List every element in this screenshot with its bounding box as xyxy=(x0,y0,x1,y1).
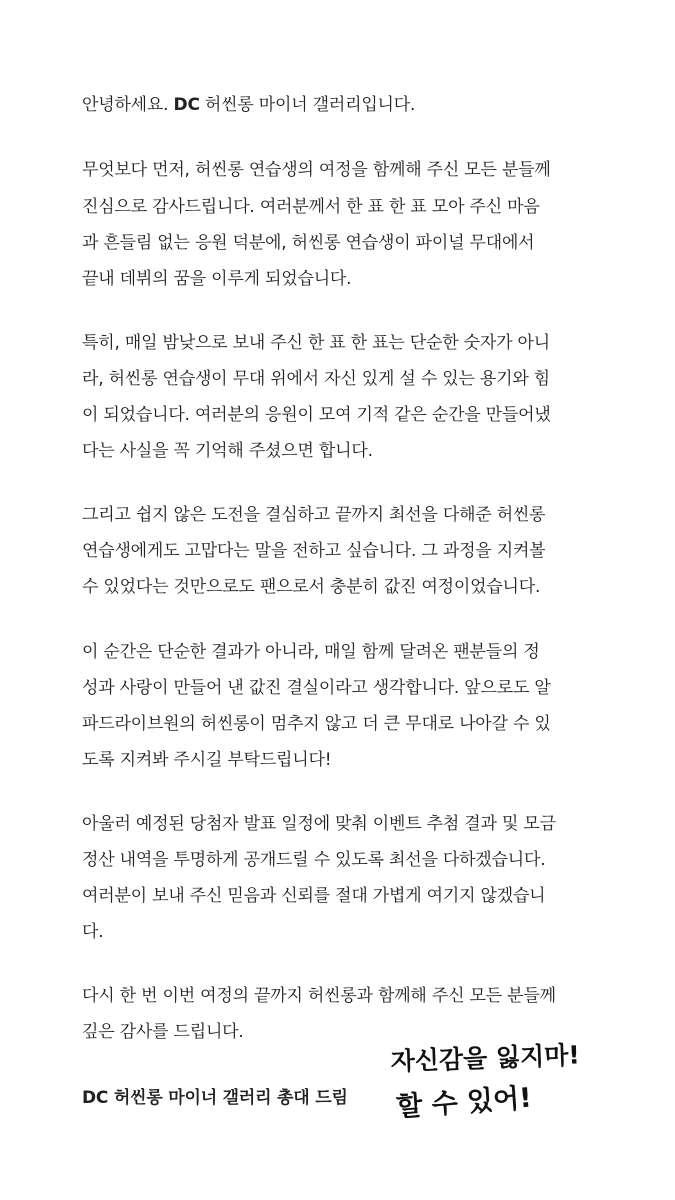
handwritten-line-1: 자신감을 잃지마! xyxy=(390,1040,581,1076)
handwritten-note xyxy=(385,1038,635,1130)
handwritten-line-2: 할 수 있어! xyxy=(395,1082,533,1123)
text-line: 아울러 예정된 당첨자 발표 일정에 맞춰 이벤트 추첨 결과 및 모금 xyxy=(82,814,556,834)
text-line: 이 되었습니다. 여러분의 응원이 모여 기적 같은 순간을 만들어냈 xyxy=(82,405,551,425)
text-line: 끝내 데뷔의 꿈을 이루게 되었습니다. xyxy=(82,269,352,289)
greeting-text: 안녕하세요. xyxy=(82,95,174,115)
text-line: 그리고 쉽지 않은 도전을 결심하고 끝까지 최선을 다해준 허씬롱 xyxy=(82,505,546,525)
text-line: 성과 사랑이 만들어 낸 값진 결실이라고 생각합니다. 앞으로도 알 xyxy=(82,678,551,698)
greeting-line xyxy=(82,95,415,115)
text-line: 다는 사실을 꼭 기억해 주셨으면 합니다. xyxy=(82,441,373,461)
text-line: 과 흔들림 없는 응원 덕분에, 허씬롱 연습생이 파이널 무대에서 xyxy=(82,233,535,253)
text-line: 정산 내역을 투명하게 공개드릴 수 있도록 최선을 다하겠습니다. xyxy=(82,850,546,870)
text-line: 다. xyxy=(82,922,104,942)
text-line: 연습생에게도 고맙다는 말을 전하고 싶습니다. 그 과정을 지켜볼 xyxy=(82,541,546,561)
text-line: 도록 지켜봐 주시길 부탁드립니다! xyxy=(82,750,332,770)
text-line: 라, 허씬롱 연습생이 무대 위에서 자신 있게 설 수 있는 용기와 힘 xyxy=(82,369,550,389)
greeting-gallery-name: 허씬롱 마이너 갤러리입니다. xyxy=(199,95,416,115)
text-line: 여러분이 보내 주신 믿음과 신뢰를 절대 가볍게 여기지 않겠습니 xyxy=(82,886,546,906)
text-line: 수 있었다는 것만으로도 팬으로서 충분히 값진 여정이었습니다. xyxy=(82,577,541,597)
text-line: 다시 한 번 이번 여정의 끝까지 허씬롱과 함께해 주신 모든 분들께 xyxy=(82,986,556,1006)
handwritten-note-drawing xyxy=(385,1038,635,1130)
text-line: 특히, 매일 밤낮으로 보내 주신 한 표 한 표는 단순한 숫자가 아니 xyxy=(82,333,550,353)
text-line: 이 순간은 단순한 결과가 아니라, 매일 함께 달려온 팬분들의 정 xyxy=(82,642,540,662)
greeting-org: DC xyxy=(173,95,200,115)
text-line: 파드라이브원의 허씬롱이 멈추지 않고 더 큰 무대로 나아갈 수 있 xyxy=(82,714,551,734)
text-line: 깊은 감사를 드립니다. xyxy=(82,1022,244,1042)
text-line: 무엇보다 먼저, 허씬롱 연습생의 여정을 함께해 주신 모든 분들께 xyxy=(82,160,551,180)
signature: DC 허씬롱 마이너 갤러리 총대 드림 xyxy=(82,1088,348,1108)
text-line: 진심으로 감사드립니다. 여러분께서 한 표 한 표 모아 주신 마음 xyxy=(82,197,540,217)
